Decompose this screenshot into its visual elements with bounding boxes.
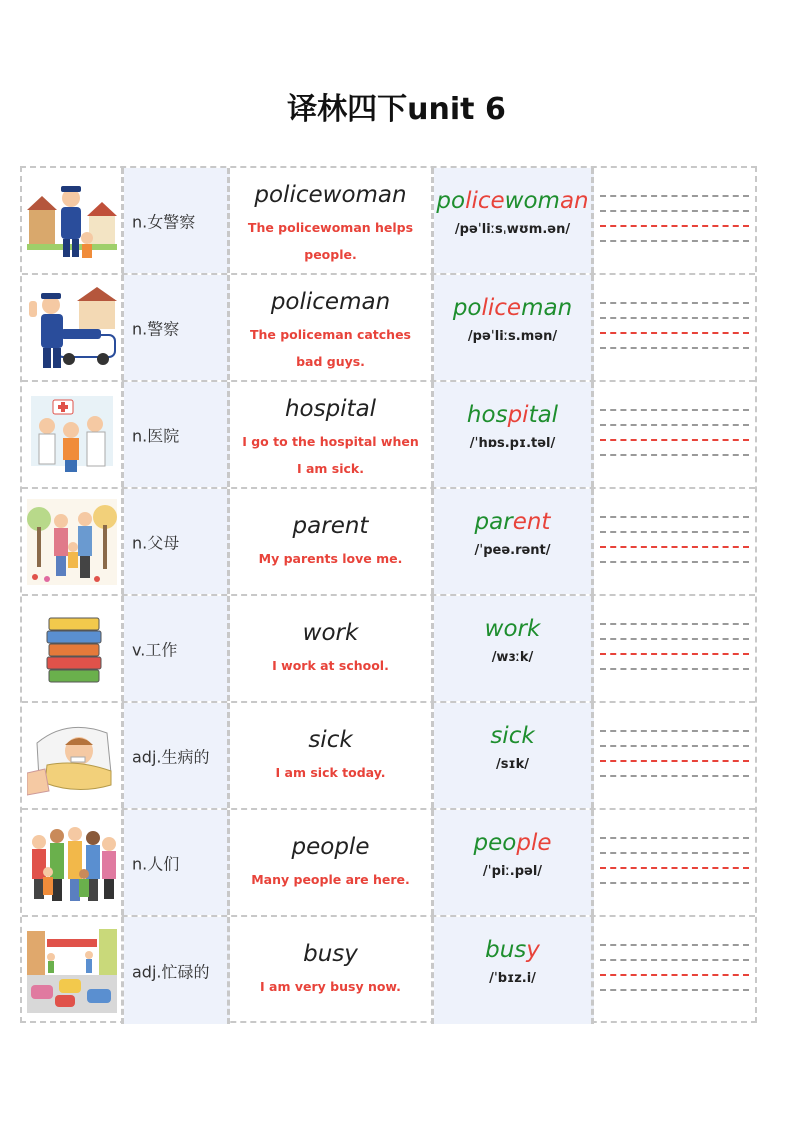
- english-cell: [230, 810, 434, 915]
- chinese-meaning-cell: [124, 917, 230, 1024]
- example-sentence: The policewoman helps people.: [247, 220, 414, 262]
- chinese-meaning-cell: [124, 382, 230, 487]
- table-row: [22, 489, 755, 596]
- table-row: [22, 168, 755, 275]
- picture-cell: [22, 275, 124, 380]
- phonics-word: policeman: [452, 295, 573, 321]
- phonetic-transcription: /ˈhɒs.pɪ.təl/: [469, 436, 556, 451]
- writing-lines: [594, 703, 755, 808]
- sick-child-icon: [27, 713, 117, 799]
- english-cell: [230, 917, 434, 1024]
- example-sentence: I work at school.: [272, 658, 389, 673]
- picture-cell: [22, 596, 124, 701]
- table-row: [22, 596, 755, 703]
- picture-cell: [22, 917, 124, 1024]
- page-title: 译林四下unit 6: [287, 92, 506, 127]
- english-cell: [230, 596, 434, 701]
- phonics-cell: [434, 703, 594, 808]
- chinese-meaning: adj.忙碌的: [132, 962, 210, 981]
- english-word: people: [291, 834, 370, 860]
- example-sentence: My parents love me.: [258, 551, 403, 566]
- english-word: policewoman: [254, 182, 407, 208]
- table-row: [22, 703, 755, 810]
- picture-cell: [22, 703, 124, 808]
- english-cell: [230, 168, 434, 273]
- busy-street-icon: [27, 927, 117, 1013]
- phonics-cell: [434, 382, 594, 487]
- workbooks-icon: [27, 606, 117, 692]
- english-word: policeman: [270, 289, 391, 315]
- picture-cell: [22, 168, 124, 273]
- hospital-icon: [27, 392, 117, 478]
- table-row: [22, 275, 755, 382]
- table-row: [22, 382, 755, 489]
- english-word: sick: [308, 727, 353, 753]
- policewoman-icon: [27, 178, 117, 264]
- example-sentence: I go to the hospital when I am sick.: [242, 434, 419, 476]
- phonics-word: busy: [485, 937, 540, 963]
- english-cell: [230, 703, 434, 808]
- phonics-cell: [434, 168, 594, 273]
- writing-lines: [594, 382, 755, 487]
- phonetic-transcription: /ˈpiː.pəl/: [482, 864, 543, 879]
- writing-lines: [594, 810, 755, 915]
- picture-cell: [22, 489, 124, 594]
- phonics-cell: [434, 917, 594, 1024]
- phonics-word: sick: [490, 723, 535, 749]
- english-word: busy: [303, 941, 358, 967]
- vocabulary-table: [20, 166, 757, 1023]
- writing-lines: [594, 917, 755, 1024]
- writing-lines: [594, 275, 755, 380]
- phonetic-transcription: /sɪk/: [496, 757, 529, 772]
- policeman-icon: [27, 285, 117, 371]
- phonics-cell: [434, 810, 594, 915]
- phonetic-transcription: /wɜːk/: [491, 650, 534, 665]
- phonetic-transcription: /pəˈliːs.mən/: [467, 329, 558, 344]
- english-cell: [230, 275, 434, 380]
- family-icon: [27, 499, 117, 585]
- chinese-meaning: n.父母: [132, 533, 180, 552]
- phonics-word: parent: [474, 509, 551, 535]
- chinese-meaning-cell: [124, 703, 230, 808]
- phonics-word: policewoman: [436, 188, 589, 214]
- english-cell: [230, 489, 434, 594]
- phonics-cell: [434, 596, 594, 701]
- chinese-meaning: n.女警察: [132, 212, 196, 231]
- chinese-meaning: n.人们: [132, 854, 180, 873]
- chinese-meaning: n.医院: [132, 426, 180, 445]
- phonics-cell: [434, 489, 594, 594]
- people-icon: [27, 820, 117, 906]
- phonics-word: hospital: [466, 402, 559, 428]
- chinese-meaning-cell: [124, 168, 230, 273]
- example-sentence: Many people are here.: [251, 872, 410, 887]
- chinese-meaning-cell: [124, 275, 230, 380]
- chinese-meaning: adj.生病的: [132, 747, 210, 766]
- writing-lines: [594, 596, 755, 701]
- example-sentence: The policeman catches bad guys.: [249, 327, 411, 369]
- phonetic-transcription: /ˈpeə.rənt/: [474, 543, 551, 558]
- table-row: [22, 917, 755, 1024]
- english-word: work: [302, 620, 359, 646]
- chinese-meaning-cell: [124, 810, 230, 915]
- picture-cell: [22, 810, 124, 915]
- english-word: hospital: [284, 396, 377, 422]
- phonetic-transcription: /pəˈliːsˌwʊm.ən/: [454, 222, 571, 237]
- example-sentence: I am sick today.: [275, 765, 386, 780]
- table-row: [22, 810, 755, 917]
- phonics-word: people: [473, 830, 552, 856]
- phonics-cell: [434, 275, 594, 380]
- example-sentence: I am very busy now.: [260, 979, 401, 994]
- chinese-meaning: n.警察: [132, 319, 180, 338]
- writing-lines: [594, 489, 755, 594]
- picture-cell: [22, 382, 124, 487]
- english-cell: [230, 382, 434, 487]
- writing-lines: [594, 168, 755, 273]
- english-word: parent: [292, 513, 369, 539]
- phonetic-transcription: /ˈbɪz.i/: [489, 971, 536, 986]
- chinese-meaning-cell: [124, 596, 230, 701]
- phonics-word: work: [484, 616, 541, 642]
- chinese-meaning: v.工作: [132, 640, 178, 659]
- chinese-meaning-cell: [124, 489, 230, 594]
